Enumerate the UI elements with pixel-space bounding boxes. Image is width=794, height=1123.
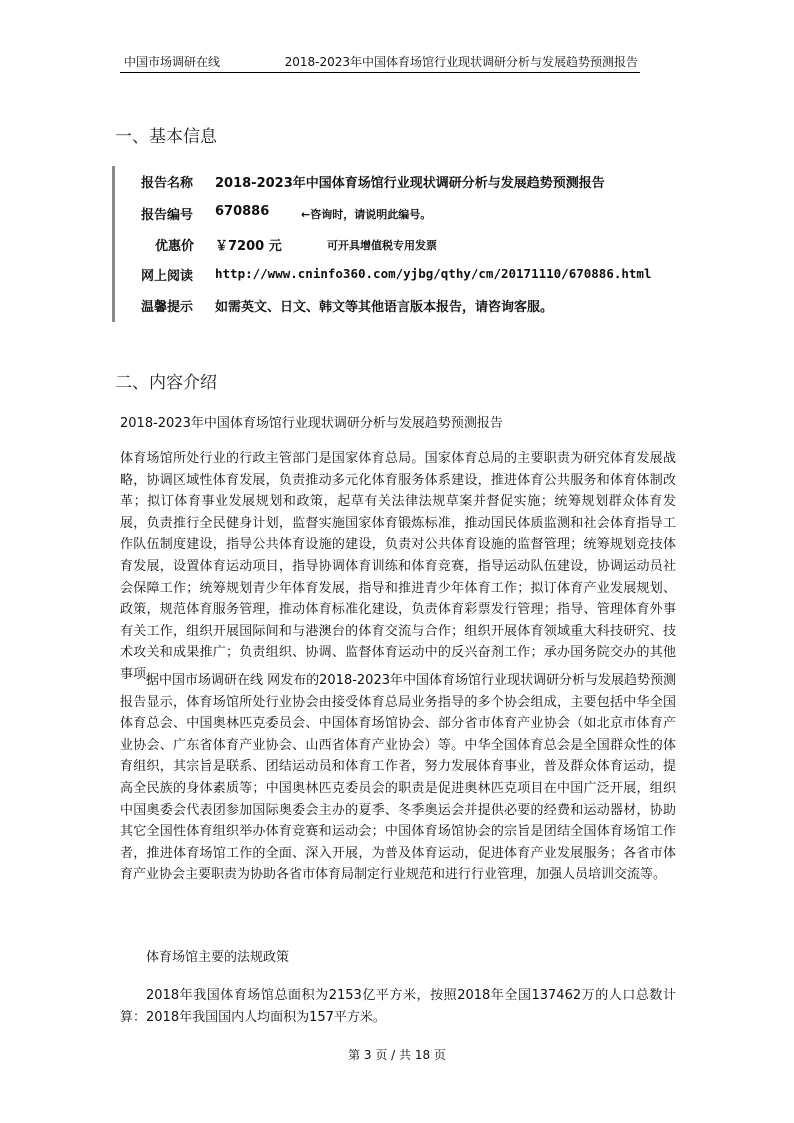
basic-info-box xyxy=(112,166,675,322)
paragraph: 2018年我国体育场馆总面积为2153亿平方米，按照2018年全国137462万的人口总数计算：2018年我国国内人均面积为157平方米。 xyxy=(120,988,676,1025)
section-title-content-intro: 二、内容介绍 xyxy=(115,373,217,393)
info-value: 如需英文、日文、韩文等其他语言版本报告，请咨询客服。 xyxy=(215,300,554,315)
info-label: 报告名称 xyxy=(141,176,194,191)
header-site-name: 中国市场调研在线 xyxy=(124,55,221,69)
info-value: 2018-2023年中国体育场馆行业现状调研分析与发展趋势预测报告 xyxy=(215,176,605,191)
info-row-price xyxy=(115,235,675,255)
info-row-tip xyxy=(115,296,675,316)
info-note: ←咨询时，请说明此编号。 xyxy=(301,208,432,221)
document-title: 2018-2023年中国体育场馆行业现状调研分析与发展趋势预测报告 xyxy=(120,416,503,431)
page-header xyxy=(120,50,640,73)
info-label: 优惠价 xyxy=(155,239,195,254)
info-note: 可开具增值税专用发票 xyxy=(327,239,437,252)
info-row-report-name xyxy=(115,172,675,192)
info-value: 670886 xyxy=(215,204,270,219)
report-url-link[interactable]: http://www.cninfo360.com/yjbg/qthy/cm/20171110/670886.html xyxy=(215,266,652,281)
page-footer: 第 3 页 / 共 18 页 xyxy=(348,1048,446,1062)
info-row-report-id xyxy=(115,204,675,224)
info-row-online-read xyxy=(115,265,675,285)
paragraph: 据中国市场调研在线 网发布的2018-2023年中国体育场馆行业现状调研分析与发展趋势预测报告显示，体育场馆所处行业协会由接受体育总局业务指导的多个协会组成，主要包括中华全国体育总会、中国奥林匹克委员会、中国体育场馆协会、部分省市体育产业协会（如北京市体育产业协会、广东省体育产业协会、山西省体育产业协会）等。中华全国体育总会是全国群众性的体育组织，其宗旨是联系、团结运动员和体育工作者，努力发展体育事业，普及群众体育运动，提高全民族的身体素质等；中国奥林匹克委员会的职责是促进奥林匹克项目在中国广泛开展，组织中国奥委会代表团参加国际奥委会主办的夏季、冬季奥运会并提供必要的经费和运动器材，协助其它全国性体育组织举办体育竞赛和运动会；中国体育场馆协会的宗旨是团结全国体育场馆工作者，推进体育场馆工作的全面、深入开展，为普及体育运动，促进体育产业发展服务；各省市体育产业协会主要职责为协助各省市体育局制定行业规范和进行行业管理，加强人员培训交流等。 xyxy=(120,673,676,883)
paragraph: 体育场馆所处行业的行政主管部门是国家体育总局。国家体育总局的主要职责为研究体育发展战略，协调区域性体育发展，负责推动多元化体育服务体系建设，推进体育公共服务和体育体制改革；拟订体育事业发展规划和政策，起草有关法律法规草案并督促实施；统筹规划群众体育发展，负责推行全民健身计划，监督实施国家体育锻炼标准，推动国民体质监测和社会体育指导工作队伍制度建设，指导公共体育设施的建设，负责对公共体育设施的监督管理；统筹规划竞技体育发展，设置体育运动项目，指导协调体育训练和体育竞赛，指导运动队伍建设，协调运动员社会保障工作；统筹规划青少年体育发展，指导和推进青少年体育工作；拟订体育产业发展规划、政策，规范体育服务管理，推动体育标准化建设，负责体育彩票发行管理；指导、管理体育外事有关工作，组织开展国际间和与港澳台的体育交流与合作；组织开展体育领域重大科技研究、技术攻关和成果推广；负责组织、协调、监督体育运动中的反兴奋剂工作；承办国务院交办的其他事项。 xyxy=(120,451,676,682)
header-report-title: 2018-2023年中国体育场馆行业现状调研分析与发展趋势预测报告 xyxy=(284,55,638,69)
info-value: ￥7200 元 xyxy=(215,239,282,254)
info-label: 报告编号 xyxy=(141,208,194,223)
info-label: 网上阅读 xyxy=(141,269,194,284)
info-label: 温馨提示 xyxy=(141,300,194,315)
subheading-regulations: 体育场馆主要的法规政策 xyxy=(146,950,290,965)
section-title-basic-info: 一、基本信息 xyxy=(115,127,217,147)
